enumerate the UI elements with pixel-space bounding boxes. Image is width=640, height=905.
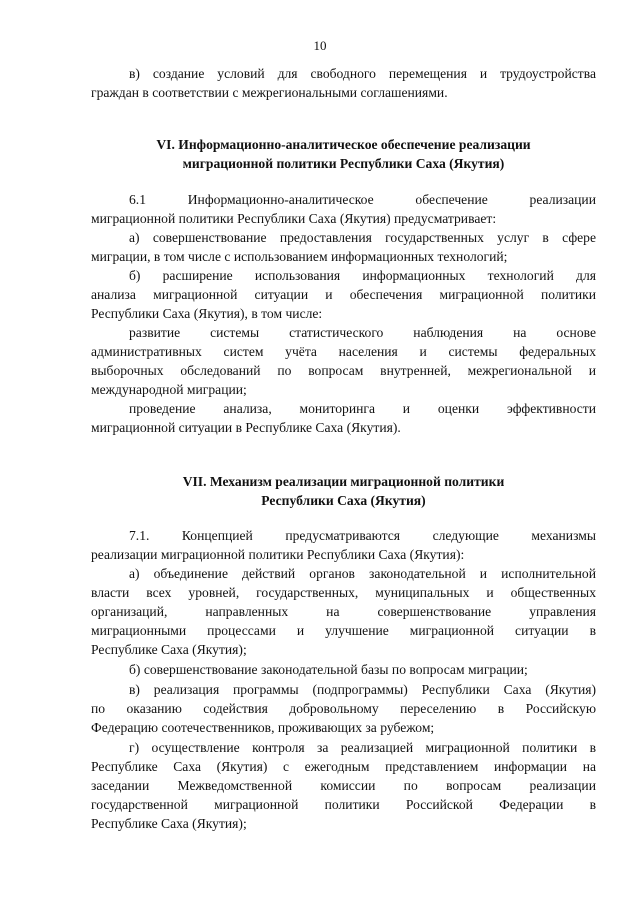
section-7-title: Республики Саха (Якутия): [261, 493, 426, 508]
section-6-line: анализа миграционной ситуации и обеспечения миграционной политики: [91, 287, 596, 302]
section-7-line: организаций, направленных на совершенствование управления: [91, 604, 596, 619]
section-6-line: миграции, в том числе с использованием информационных технологий;: [91, 249, 508, 264]
section-6-line: выборочных обследований по вопросам внутренней, межрегиональной и: [91, 363, 596, 378]
page-number: 10: [313, 38, 327, 53]
intro-line: граждан в соответствии с межрегиональными соглашениями.: [91, 85, 448, 100]
section-7-line: заседании Межведомственной комиссии по вопросам реализации: [91, 778, 596, 793]
section-7-line: г) осуществление контроля за реализацией миграционной политики в: [129, 740, 596, 755]
section-7-line: реализации миграционной политики Республики Саха (Якутия):: [91, 547, 465, 562]
section-7-line: Республике Саха (Якутия);: [91, 642, 247, 657]
section-7-line: 7.1. Концепцией предусматриваются следующие механизмы: [129, 528, 596, 543]
section-6-line: Республики Саха (Якутия), в том числе:: [91, 306, 323, 321]
section-6-title: миграционной политики Республики Саха (Якутия): [182, 156, 505, 171]
section-7-line: б) совершенствование законодательной базы по вопросам миграции;: [129, 662, 528, 677]
section-6-line: миграционной политики Республики Саха (Якутия) предусматривает:: [91, 211, 497, 226]
section-7-line: в) реализация программы (подпрограммы) Республики Саха (Якутия): [129, 682, 596, 697]
section-7-line: а) объединение действий органов законодательной и исполнительной: [129, 566, 596, 581]
section-7-line: государственной миграционной политики Российской Федерации в: [91, 797, 596, 812]
section-6-line: 6.1 Информационно-аналитическое обеспечение реализации: [129, 192, 596, 207]
section-7-line: Республике Саха (Якутия);: [91, 816, 247, 831]
section-7-line: Республике Саха (Якутия) с ежегодным представлением информации на: [91, 759, 596, 774]
section-6-line: развитие системы статистического наблюдения на основе: [129, 325, 596, 340]
section-7-line: по оказанию содействия добровольному переселению в Российскую: [91, 701, 596, 716]
section-6-line: б) расширение использования информационных технологий для: [129, 268, 596, 283]
section-6-title: VI. Информационно-аналитическое обеспечение реализации: [156, 137, 531, 152]
section-6-line: административных систем учёта населения и системы федеральных: [91, 344, 596, 359]
section-6-line: проведение анализа, мониторинга и оценки эффективности: [129, 401, 596, 416]
section-7-title: VII. Механизм реализации миграционной политики: [182, 474, 505, 489]
section-7-line: миграционными процессами и улучшение миграционной ситуации в: [91, 623, 596, 638]
section-6-line: миграционной ситуации в Республике Саха (Якутия).: [91, 420, 401, 435]
section-7-line: власти всех уровней, государственных, муниципальных и общественных: [91, 585, 596, 600]
intro-line: в) создание условий для свободного перемещения и трудоустройства: [129, 66, 596, 81]
section-7-line: Федерацию соотечественников, проживающих за рубежом;: [91, 720, 435, 735]
section-6-line: международной миграции;: [91, 382, 247, 397]
section-6-line: а) совершенствование предоставления государственных услуг в сфере: [129, 230, 596, 245]
